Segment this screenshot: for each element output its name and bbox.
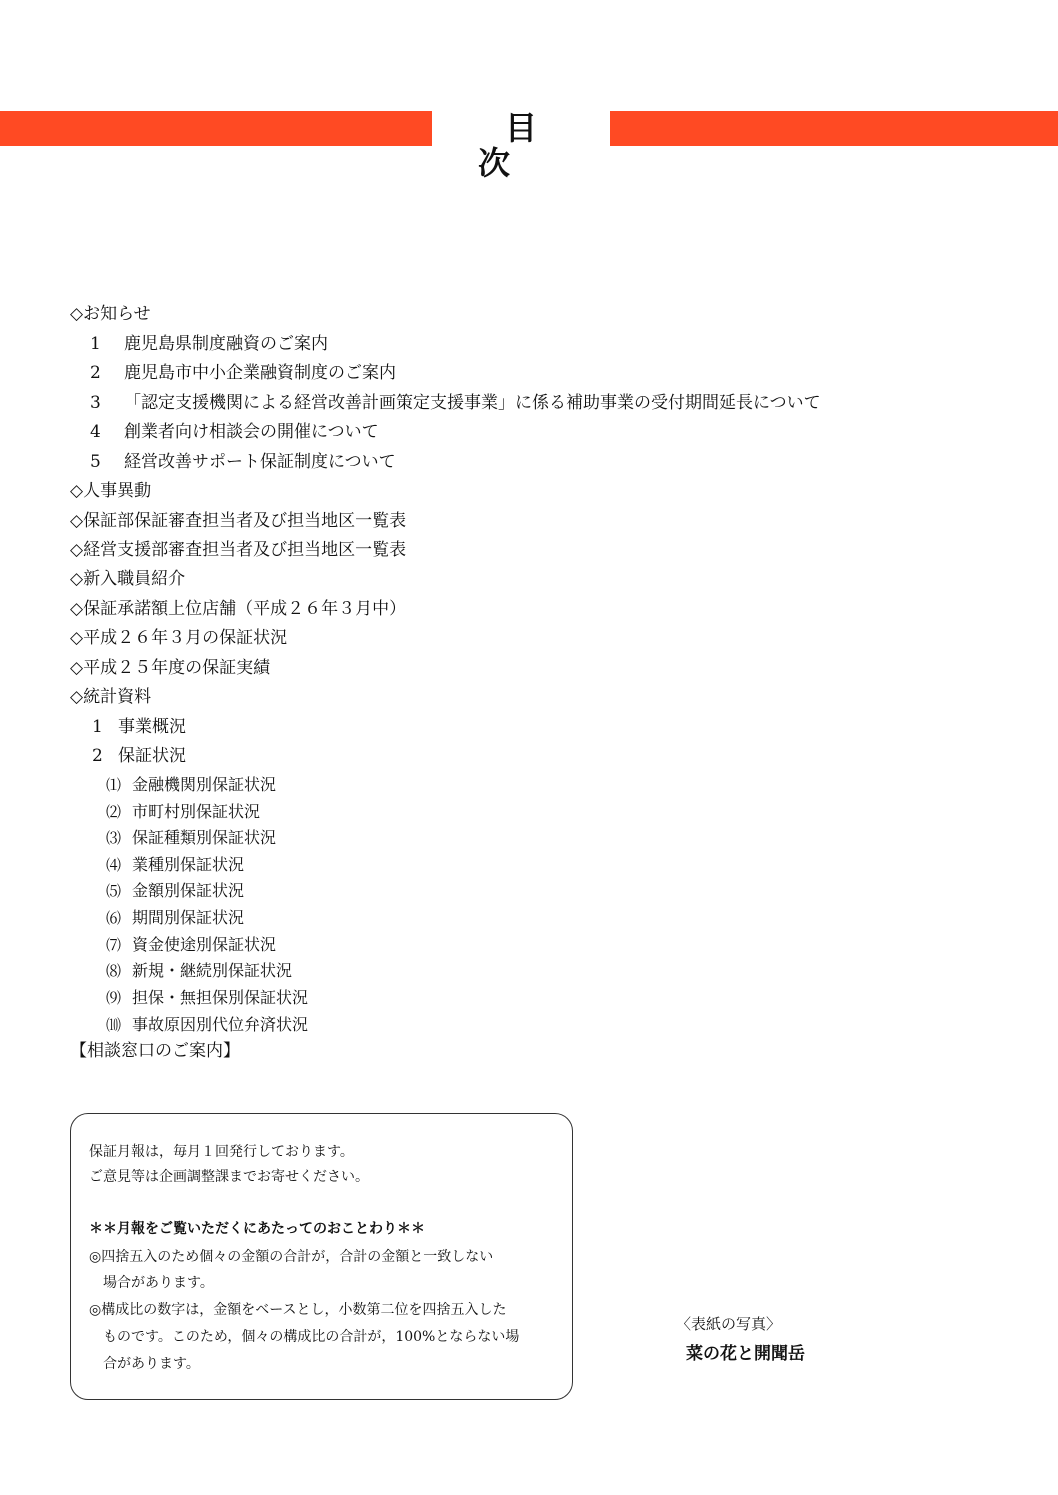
toc-item-label: 事業概況 xyxy=(118,717,186,737)
toc-item-label: 鹿児島市中小企業融資制度のご案内 xyxy=(124,363,396,383)
toc-item-label: 担保・無担保別保証状況 xyxy=(132,988,309,1007)
notice-feedback-line: ご意見等は企画調整課までお寄せください。 xyxy=(89,1169,369,1185)
toc-section-guarantee-staff[interactable]: ◇保証部保証審査担当者及び担当地区一覧表 xyxy=(70,511,407,531)
notice-ratio-note: ◎構成比の数字は，金額をベースとし，小数第二位を四捨五入した xyxy=(89,1302,507,1318)
notice-ratio-note-cont: ものです。このため，個々の構成比の合計が，100%とならない場 xyxy=(103,1329,520,1345)
toc-item-number: 2 xyxy=(92,746,103,766)
toc-item-label: 新規・継続別保証状況 xyxy=(132,961,293,980)
toc-section-new-staff[interactable]: ◇新入職員紹介 xyxy=(70,569,186,589)
toc-item-label: 創業者向け相談会の開催について xyxy=(124,422,379,442)
notice-publication-line: 保証月報は，毎月１回発行しております。 xyxy=(89,1144,354,1160)
toc-item-number: 4 xyxy=(90,422,101,442)
cover-photo-label: 〈表紙の写真〉 xyxy=(676,1315,782,1333)
toc-item-number: ⑸ xyxy=(106,882,122,900)
toc-section-statistics[interactable]: ◇統計資料 xyxy=(70,687,152,707)
toc-section-annual-results[interactable]: ◇平成２５年度の保証実績 xyxy=(70,658,271,678)
toc-subitem[interactable] xyxy=(70,800,260,824)
toc-item-label: 金融機関別保証状況 xyxy=(132,775,277,794)
notice-heading: ＊＊月報をご覧いただくにあたってのおことわり＊＊ xyxy=(89,1221,425,1237)
toc-item-label: 保証状況 xyxy=(118,746,186,766)
toc-section-consultation[interactable]: 【相談窓口のご案内】 xyxy=(70,1041,240,1061)
toc-item-number: ⑷ xyxy=(106,856,122,874)
toc-item-number: ⑶ xyxy=(106,829,122,847)
toc-item-number: 3 xyxy=(90,393,101,413)
toc-subitem[interactable] xyxy=(70,773,276,797)
toc-section-support-staff[interactable]: ◇経営支援部審査担当者及び担当地区一覧表 xyxy=(70,540,407,560)
toc-subitem[interactable] xyxy=(70,986,308,1010)
toc-item-number: 1 xyxy=(92,717,103,737)
title-band xyxy=(0,109,1058,182)
page-title: 目次 xyxy=(477,109,591,182)
toc-subitem[interactable] xyxy=(70,933,276,957)
toc-item-label: 金額別保証状況 xyxy=(132,881,245,900)
toc-item-number: ⑵ xyxy=(106,803,122,821)
toc-section-top-branches[interactable]: ◇保証承諾額上位店舗（平成２６年３月中） xyxy=(70,599,407,619)
toc-item-number: ⑻ xyxy=(106,962,122,980)
toc-item-label: 資金使途別保証状況 xyxy=(132,935,277,954)
toc-item[interactable] xyxy=(70,450,396,474)
toc-subitem[interactable] xyxy=(70,906,244,930)
title-band-left-bar xyxy=(0,111,432,146)
toc-item-number: 5 xyxy=(90,452,101,472)
toc-item-number: ⑹ xyxy=(106,909,122,927)
toc-item[interactable] xyxy=(70,391,821,415)
toc-item-label: 事故原因別代位弁済状況 xyxy=(132,1015,309,1034)
toc-item-label: 「認定支援機関による経営改善計画策定支援事業」に係る補助事業の受付期間延長について xyxy=(124,393,821,413)
notice-box xyxy=(70,1113,573,1400)
toc-section-notices[interactable]: ◇お知らせ xyxy=(70,304,151,324)
notice-rounding-note: ◎四捨五入のため個々の金額の合計が，合計の金額と一致しない xyxy=(89,1249,494,1265)
toc-item-number: ⑽ xyxy=(106,1016,122,1034)
toc-item-number: ⑺ xyxy=(106,936,122,954)
toc-item[interactable] xyxy=(70,361,396,385)
toc-section-personnel[interactable]: ◇人事異動 xyxy=(70,481,152,501)
toc-item-label: 市町村別保証状況 xyxy=(132,802,261,821)
toc-item-label: 期間別保証状況 xyxy=(132,908,245,927)
cover-photo-title: 菜の花と開聞岳 xyxy=(686,1344,805,1364)
toc-item-label: 経営改善サポート保証制度について xyxy=(124,452,396,472)
toc-item-label: 鹿児島県制度融資のご案内 xyxy=(124,334,328,354)
toc-item-number: ⑴ xyxy=(106,776,122,794)
toc-item-number: 2 xyxy=(90,363,101,383)
title-band-right-bar xyxy=(610,111,1058,146)
toc-subitem[interactable] xyxy=(70,826,276,850)
toc-section-monthly-status[interactable]: ◇平成２６年３月の保証状況 xyxy=(70,628,288,648)
toc-subitem[interactable] xyxy=(70,959,292,983)
toc-item-label: 業種別保証状況 xyxy=(132,855,245,874)
notice-ratio-note-cont2: 合があります。 xyxy=(103,1356,200,1372)
toc-subitem[interactable] xyxy=(70,1013,308,1037)
toc-item[interactable] xyxy=(70,744,186,768)
toc-subitem[interactable] xyxy=(70,853,244,877)
toc-item[interactable] xyxy=(70,332,328,356)
toc-item-label: 保証種類別保証状況 xyxy=(132,828,277,847)
toc-item[interactable] xyxy=(70,420,379,444)
toc-subitem[interactable] xyxy=(70,879,244,903)
toc-item-number: 1 xyxy=(90,334,101,354)
toc-item[interactable] xyxy=(70,715,186,739)
notice-rounding-note-cont: 場合があります。 xyxy=(103,1275,214,1291)
toc-item-number: ⑼ xyxy=(106,989,122,1007)
